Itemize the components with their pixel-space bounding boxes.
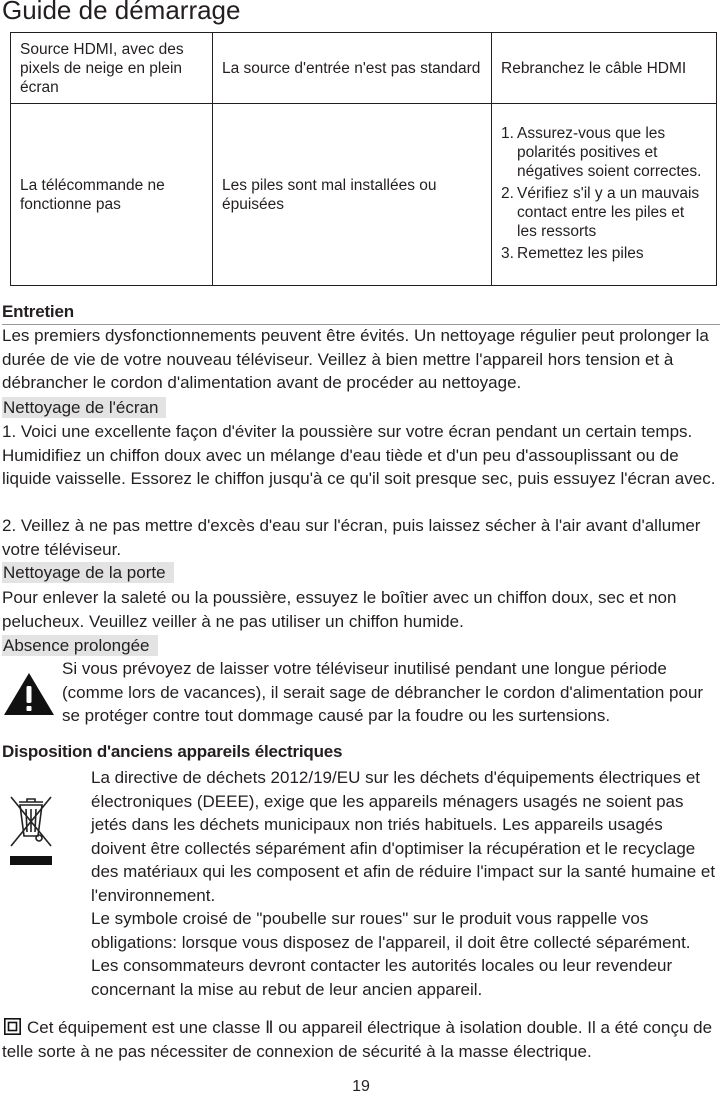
step-number: 1. xyxy=(501,124,514,142)
table-row xyxy=(11,104,717,286)
list-item xyxy=(501,244,707,263)
disposal-paragraph: Les consommateurs devront contacter les autorités locales ou leur revendeur concernant la mise au rebut de leur ancien appareil. xyxy=(91,956,673,999)
solution-cell xyxy=(492,104,717,286)
absence-text: Si vous prévoyez de laisser votre téléviseur inutilisé pendant une longue période (comme lors de vacances), il serait sage de débrancher le cordon d'alimentation pour se protéger contre tout dommage causé par la foudre ou les surtensions. xyxy=(62,659,704,725)
disposal-paragraph: La directive de déchets 2012/19/EU sur les déchets d'équipements électriques et électroniques (DEEE), exige que les appareils ménagers usagés ne soient pas jetés dans les déchets municipaux non triés habituels. Les appareils usagés doivent être collectés séparément afin d'optimiser la récupération et le recyclage des matériaux qui les composent et afin de réduire l'impact sur la santé humaine et l'environnement. xyxy=(91,768,716,905)
step-number: 2. xyxy=(501,184,514,202)
screen-cleaning-heading: Nettoyage de l'écran xyxy=(2,397,166,418)
solution-steps xyxy=(501,124,707,263)
disposal-paragraph: Le symbole croisé de "poubelle sur roues" sur le produit vous rappelle vos obligations: lorsque vous disposez de l'appareil, il doit être collecté séparément. xyxy=(91,909,691,952)
troubleshooting-table xyxy=(10,32,717,286)
step-text: Assurez-vous que les polarités positives et négatives soient correctes. xyxy=(517,124,702,180)
class-ii-text: Cet équipement est une classe Ⅱ ou appareil électrique à isolation double. Il a été conçu de telle sorte à ne pas nécessiter de connexion de sécurité à la masse électrique. xyxy=(2,1018,713,1061)
solution-cell: Rebranchez le câble HDMI xyxy=(492,33,717,104)
warning-icon xyxy=(3,672,55,716)
table-row xyxy=(11,33,717,104)
absence-heading: Absence prolongée xyxy=(2,635,158,656)
list-item xyxy=(501,184,707,241)
cause-cell: La source d'entrée n'est pas standard xyxy=(213,33,492,104)
symptom-cell: Source HDMI, avec des pixels de neige en plein écran xyxy=(11,33,213,104)
step-number: 3. xyxy=(501,244,514,262)
maintenance-intro: Les premiers dysfonctionnements peuvent être évités. Un nettoyage régulier peut prolonger la durée de vie de votre nouveau téléviseur. Veillez à bien mettre l'appareil hors tension et à débrancher le cordon d'alimentation avant de procéder au nettoyage. xyxy=(2,326,709,392)
crossed-bin-icon xyxy=(8,790,54,870)
step-text: Vérifiez s'il y a un mauvais contact entre les piles et les ressorts xyxy=(517,184,700,240)
symptom-cell: La télécommande ne fonctionne pas xyxy=(11,104,213,286)
disposal-text xyxy=(91,766,721,1001)
case-cleaning-heading: Nettoyage de la porte xyxy=(2,562,174,583)
step-text: Remettez les piles xyxy=(517,244,644,262)
cause-cell: Les piles sont mal installées ou épuisées xyxy=(213,104,492,286)
screen-cleaning-step-1: 1. Voici une excellente façon d'éviter la poussière sur votre écran pendant un certain temps. Humidifiez un chiffon doux avec un mélange d'eau tiède et d'un peu d'assouplissant ou de liquide vaisselle. Essorez le chiffon jusqu'à ce qu'il soit presque sec, puis essuyez l'écran avec. xyxy=(2,422,716,488)
case-cleaning-text: Pour enlever la saleté ou la poussière, essuyez le boîtier avec un chiffon doux, sec et non pelucheux. Veuillez veiller à ne pas utiliser un chiffon humide. xyxy=(2,588,677,631)
screen-cleaning-step-2: 2. Veillez à ne pas mettre d'excès d'eau sur l'écran, puis laissez sécher à l'air avant d'allumer votre téléviseur. xyxy=(2,516,701,559)
page-title: Guide de démarrage xyxy=(2,0,241,25)
page-number: 19 xyxy=(352,1078,370,1095)
disposal-heading: Disposition d'anciens appareils électriques xyxy=(2,742,343,761)
list-item xyxy=(501,124,707,181)
maintenance-heading: Entretien xyxy=(2,302,74,321)
